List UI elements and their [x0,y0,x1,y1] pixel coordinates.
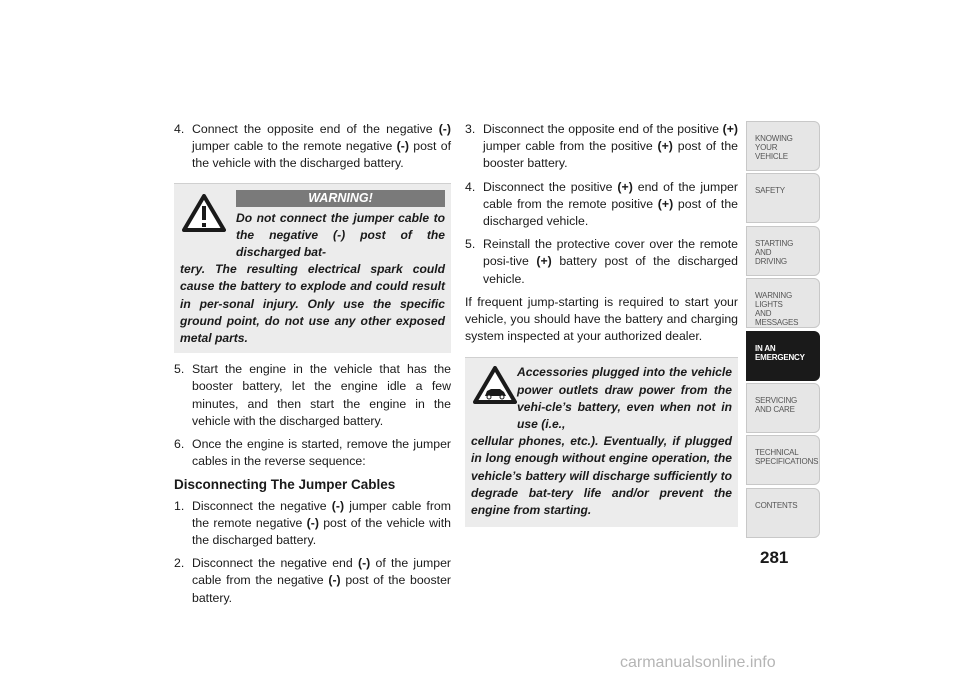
step-6: 6. Once the engine is started, remove the jumper cables in the reverse sequence: [174,437,451,469]
tab-starting-and-driving[interactable]: STARTING AND DRIVING [746,226,820,276]
watermark: carmanualsonline.info [620,654,776,671]
disconnect-step-3: 3. Disconnect the opposite end of the positive (+) jumper cable from the positive (+) post of the booster battery. [465,122,738,171]
tab-technical-specifications[interactable]: TECHNICAL SPECIFICATIONS [746,435,820,485]
car-caution-icon [473,366,517,404]
disconnect-step-1: 1. Disconnect the negative (-) jumper cable from the remote negative (-) post of the vehicle with the discharged battery. [174,498,452,548]
disconnect-step-4: 4. Disconnect the positive (+) end of the jumper cable from the remote positive (+) post of the discharged vehicle. [465,179,739,229]
disconnect-step-5: 5. Reinstall the protective cover over the remote posi-tive (+) battery post of the discharged vehicle. [465,237,738,286]
step-4: 4. Connect the opposite end of the negative (-) jumper cable to the remote negative (-) post of the vehicle with the discharged battery. [174,122,451,171]
disconnect-step-2: 2. Disconnect the negative end (-) of the jumper cable from the negative (-) post of the booster battery. [174,556,452,605]
inspection-paragraph: If frequent jump-starting is required to start your vehicle, you should have the battery and charging system inspected at your authorized dealer. [465,294,738,344]
note-text: Accessories plugged into the vehicle power outlets draw power from the vehi-cle’s battery, even when not in use (i.e., cellular phones, etc.). Eventually, if plugged in long enough without engine operation, the vehicle’s battery will discharge sufficiently to degrade bat-tery life and/or prevent the engine from starting. [471,365,732,518]
note-box [465,357,738,527]
step-5: 5. Start the engine in the vehicle that has the booster battery, let the engine idle a few minutes, and then start the engine in the vehicle with the discharged battery. [174,362,451,428]
right-column [465,121,738,527]
section-tabs [746,121,820,540]
tab-knowing-your-vehicle[interactable]: KNOWING YOUR VEHICLE [746,121,820,171]
tab-safety[interactable]: SAFETY [746,173,820,223]
warning-triangle-icon [182,194,226,232]
warning-text: Do not connect the jumper cable to the negative (-) post of the discharged bat- tery. The resulting electrical spark could cause the battery to explode and could result in per-sonal injury. Only use the specific ground point, do not use any other exposed metal parts. [180,210,445,346]
section-heading: Disconnecting The Jumper Cables [174,477,396,493]
warning-box [174,183,451,354]
tab-contents[interactable]: CONTENTS [746,488,820,538]
page-number: 281 [760,548,789,567]
warning-title: WARNING! [236,190,445,207]
tab-warning-lights[interactable]: WARNING LIGHTS AND MESSAGES [746,278,820,328]
left-column [174,121,451,613]
tab-in-an-emergency[interactable]: IN AN EMERGENCY [746,331,820,381]
tab-servicing-and-care[interactable]: SERVICING AND CARE [746,383,820,433]
